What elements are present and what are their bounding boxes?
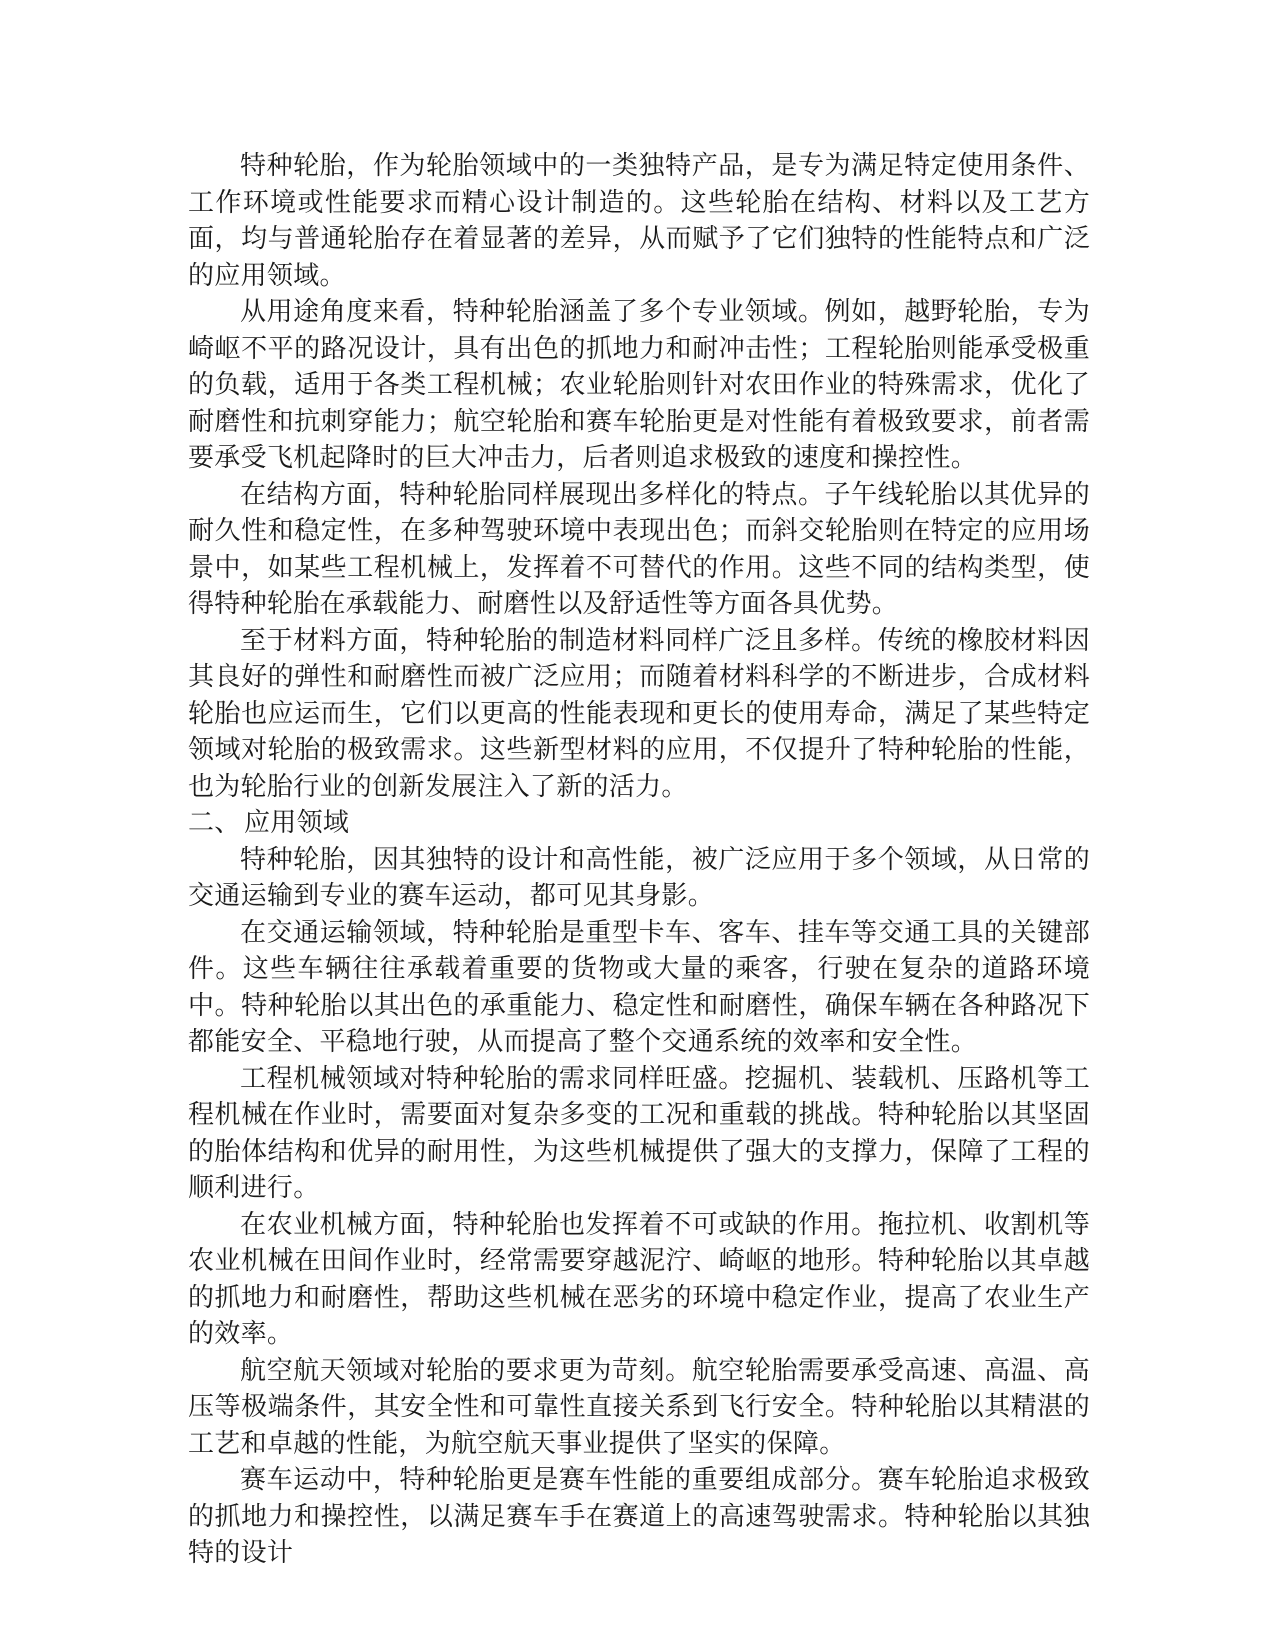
document-body <box>188 148 1090 1572</box>
paragraph-intro: 特种轮胎，作为轮胎领域中的一类独特产品，是专为满足特定使用条件、工作环境或性能要求而精心设计制造的。这些轮胎在结构、材料以及工艺方面，均与普通轮胎存在着显著的差异，从而赋予了它们独特的性能特点和广泛的应用领域。 <box>188 151 1090 291</box>
section-number: 二、 <box>188 808 241 838</box>
paragraph-engineering: 工程机械领域对特种轮胎的需求同样旺盛。挖掘机、装载机、压路机等工程机械在作业时，需要面对复杂多变的工况和重载的挑战。特种轮胎以其坚固的胎体结构和优异的耐用性，为这些机械提供了强大的支撑力，保障了工程的顺利进行。 <box>188 1063 1090 1203</box>
paragraph-racing: 赛车运动中，特种轮胎更是赛车性能的重要组成部分。赛车轮胎追求极致的抓地力和操控性，以满足赛车手在赛道上的高速驾驶需求。特种轮胎以其独特的设计 <box>188 1465 1090 1568</box>
paragraph-structure: 在结构方面，特种轮胎同样展现出多样化的特点。子午线轮胎以其优异的耐久性和稳定性，在多种驾驶环境中表现出色；而斜交轮胎则在特定的应用场景中，如某些工程机械上，发挥着不可替代的作用。这些不同的结构类型，使得特种轮胎在承载能力、耐磨性以及舒适性等方面各具优势。 <box>188 479 1090 619</box>
paragraph-aerospace: 航空航天领域对轮胎的要求更为苛刻。航空轮胎需要承受高速、高温、高压等极端条件，其安全性和可靠性直接关系到飞行安全。特种轮胎以其精湛的工艺和卓越的性能，为航空航天事业提供了坚实的保障。 <box>188 1355 1090 1459</box>
paragraph-agriculture: 在农业机械方面，特种轮胎也发挥着不可或缺的作用。拖拉机、收割机等农业机械在田间作业时，经常需要穿越泥泞、崎岖的地形。特种轮胎以其卓越的抓地力和耐磨性，帮助这些机械在恶劣的环境中稳定作业，提高了农业生产的效率。 <box>188 1209 1090 1349</box>
paragraph-usage: 从用途角度来看，特种轮胎涵盖了多个专业领域。例如，越野轮胎，专为崎岖不平的路况设计，具有出色的抓地力和耐冲击性；工程轮胎则能承受极重的负载，适用于各类工程机械；农业轮胎则针对农田作业的特殊需求，优化了耐磨性和抗刺穿能力；航空轮胎和赛车轮胎更是对性能有着极致要求，前者需要承受飞机起降时的巨大冲击力，后者则追求极致的速度和操控性。 <box>188 297 1090 473</box>
paragraph-materials: 至于材料方面，特种轮胎的制造材料同样广泛且多样。传统的橡胶材料因其良好的弹性和耐磨性而被广泛应用；而随着材料科学的不断进步，合成材料轮胎也应运而生，它们以更高的性能表现和更长的使用寿命，满足了某些特定领域对轮胎的极致需求。这些新型材料的应用，不仅提升了特种轮胎的性能，也为轮胎行业的创新发展注入了新的活力。 <box>188 625 1090 802</box>
paragraph-transport: 在交通运输领域，特种轮胎是重型卡车、客车、挂车等交通工具的关键部件。这些车辆往往承载着重要的货物或大量的乘客，行驶在复杂的道路环境中。特种轮胎以其出色的承重能力、稳定性和耐磨性，确保车辆在各种路况下都能安全、平稳地行驶，从而提高了整个交通系统的效率和安全性。 <box>188 917 1090 1057</box>
section-heading <box>188 805 1090 842</box>
section-title: 应用领域 <box>244 808 350 838</box>
paragraph-applications-intro: 特种轮胎，因其独特的设计和高性能，被广泛应用于多个领域，从日常的交通运输到专业的赛车运动，都可见其身影。 <box>188 844 1090 911</box>
